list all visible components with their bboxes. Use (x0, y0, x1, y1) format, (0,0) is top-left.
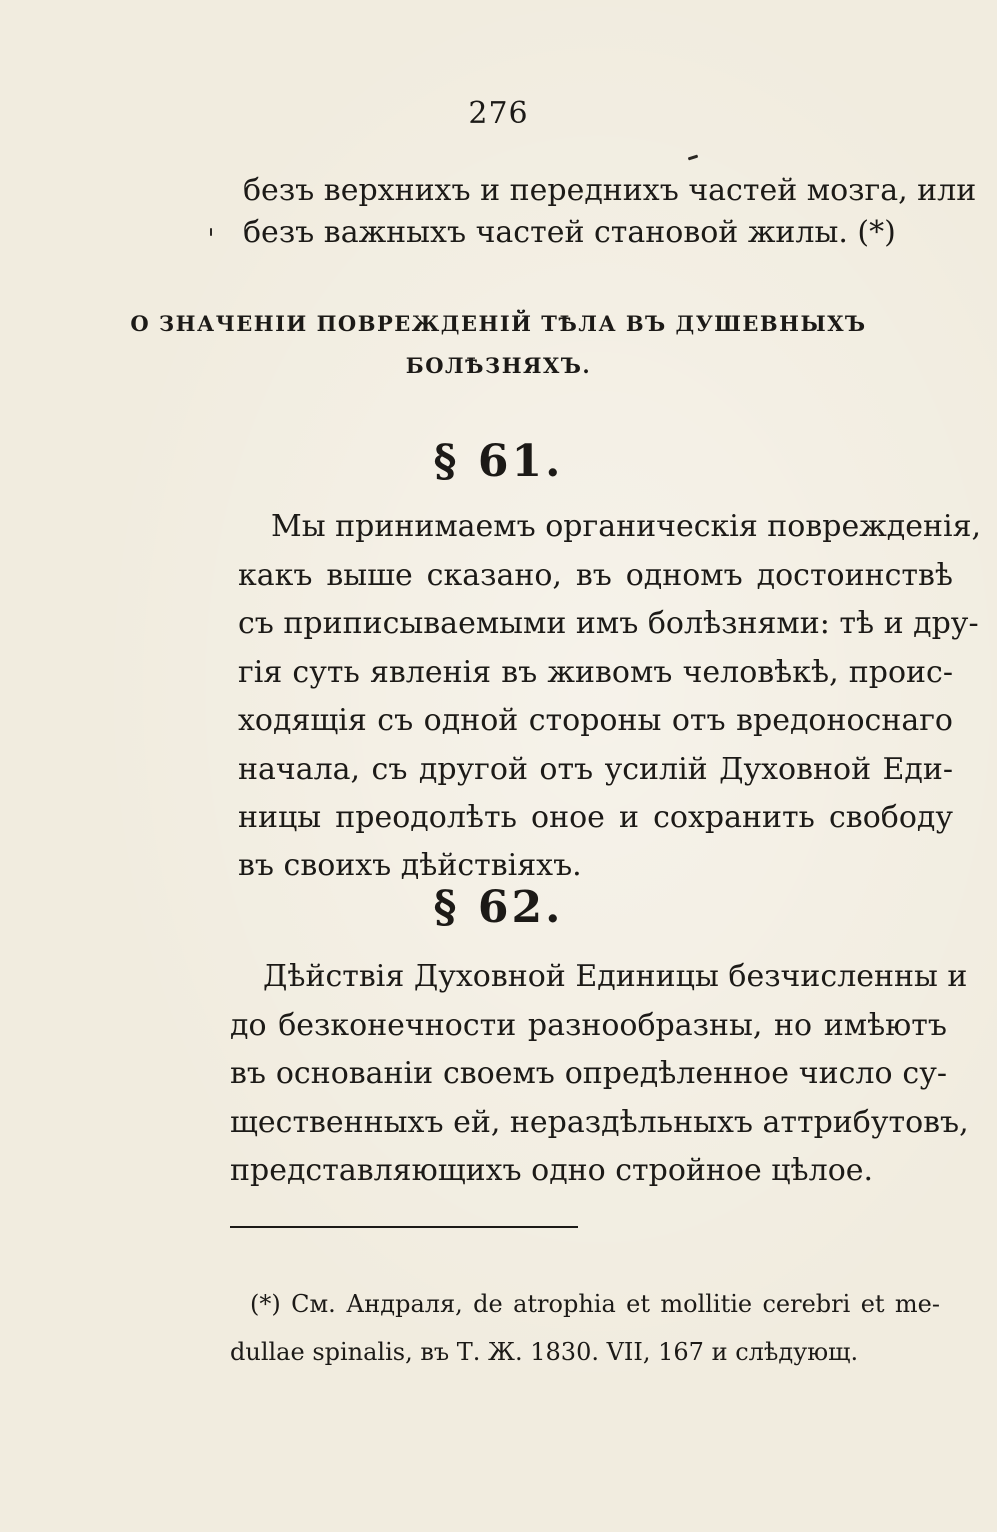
section-61-line-8: въ своихъ дѣйствіяхъ. (238, 848, 582, 883)
chapter-heading-line-2: БОЛѢЗНЯХЪ. (405, 353, 592, 378)
chapter-heading-line-1: О ЗНАЧЕНІИ ПОВРЕЖДЕНІЙ ТѢЛА ВЪ ДУШЕВНЫХЪ (130, 311, 867, 336)
intro-line-1: безъ верхнихъ и переднихъ частей мозга, или (243, 173, 977, 208)
ink-speck (688, 155, 698, 161)
section-61-line-1: Мы принимаемъ органическія поврежденія, (271, 509, 982, 544)
section-62-line-4: щественныхъ ей, нераздѣльныхъ аттрибутовъ, (230, 1105, 969, 1140)
page-number: 276 (468, 96, 529, 131)
section-62-line-5: представляющихъ одно стройное цѣлое. (230, 1153, 874, 1188)
section-61-title: § 61. (433, 436, 564, 487)
section-62-title: § 62. (433, 882, 564, 933)
section-61-line-5: ходящія съ одной стороны отъ вредоноснаго (238, 703, 953, 738)
section-62-line-2: до безконечности разнообразны, но имѣютъ (230, 1008, 947, 1043)
footnote-divider (230, 1226, 578, 1228)
footnote-line-2: dullae spinalis, въ Т. Ж. 1830. VII, 167 и слѣдующ. (230, 1338, 859, 1366)
ink-speck (210, 228, 212, 236)
section-61-line-7: ницы преодолѣть оное и сохранить свободу (238, 800, 953, 835)
section-61-line-6: начала, съ другой отъ усилій Духовной Еди- (238, 752, 953, 787)
footnote-line-1: (*) См. Андраля, de atrophia et mollitie cerebri et me- (250, 1290, 940, 1318)
section-62-line-1: Дѣйствія Духовной Единицы безчисленны и (263, 959, 968, 994)
intro-line-2: безъ важныхъ частей становой жилы. (*) (243, 215, 896, 250)
section-61-line-2: какъ выше сказано, въ одномъ достоинствѣ (238, 558, 953, 593)
section-62-line-3: въ основаніи своемъ опредѣленное число су- (230, 1056, 947, 1091)
section-61-line-4: гія суть явленія въ живомъ человѣкѣ, проис- (238, 655, 953, 690)
section-61-line-3: съ приписываемыми имъ болѣзнями: тѣ и дру- (238, 606, 979, 641)
